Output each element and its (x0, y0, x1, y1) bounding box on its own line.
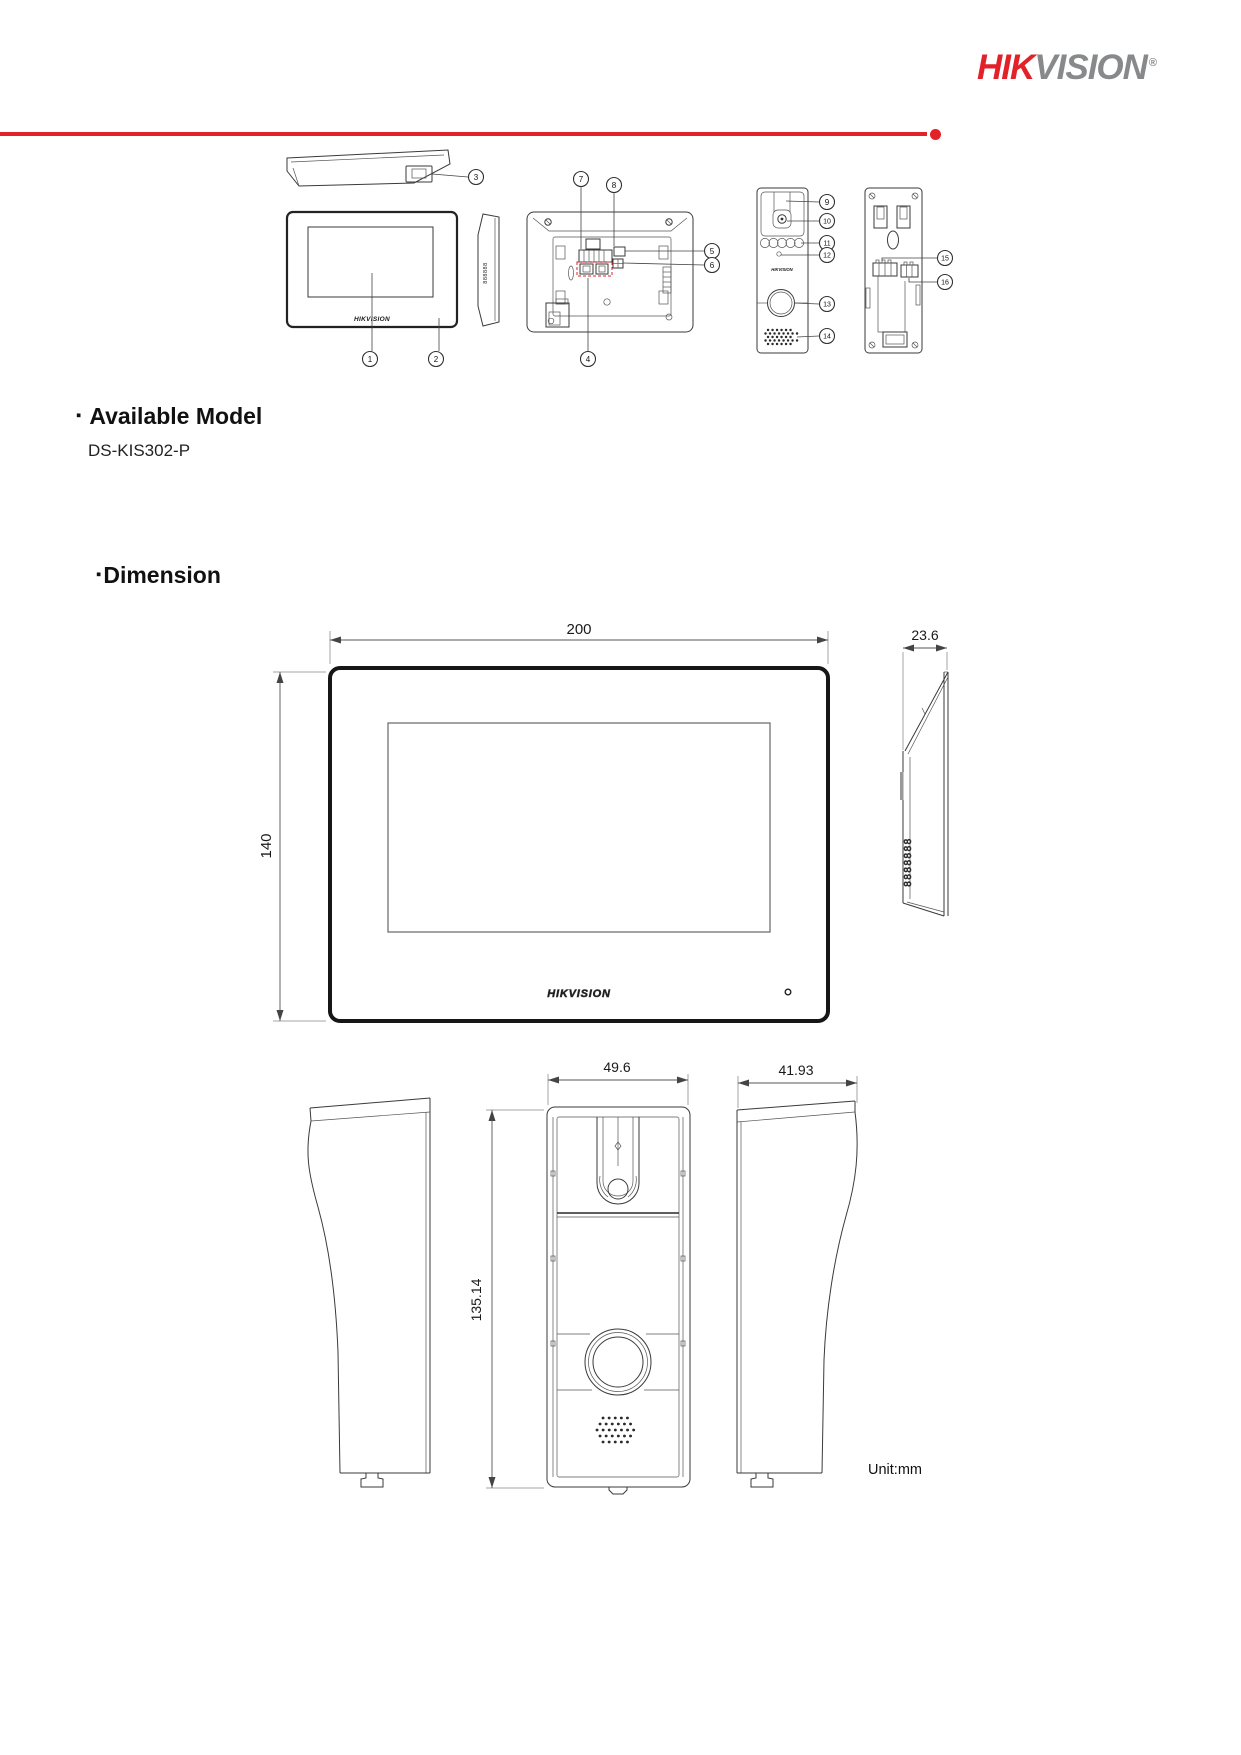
callout-13: 13 (823, 301, 831, 309)
indoor-station-dimension-drawing (240, 600, 960, 1035)
available-model-heading (76, 403, 262, 430)
side-slot (900, 772, 904, 800)
speaker-grille (597, 1418, 639, 1442)
light-sensor (777, 252, 781, 256)
callout-16: 16 (941, 279, 949, 287)
header-rule (0, 132, 927, 136)
indoor-station-rear-view (527, 187, 704, 351)
screen-logo: HIKVISION (354, 316, 390, 323)
door-station-rear-view (865, 188, 937, 353)
callout-8: 8 (611, 180, 617, 190)
logo-vision: VISION (1034, 48, 1147, 87)
callout-10: 10 (823, 218, 831, 226)
callout-9: 9 (824, 197, 830, 207)
model-number: DS-KIS302-P (88, 441, 191, 460)
hikvision-logo (977, 48, 1157, 88)
rear-connectors (577, 239, 625, 276)
dim-height-label: 140 (258, 833, 275, 859)
coil-detail (663, 267, 671, 293)
dimension-heading (96, 562, 221, 589)
callout-11: 11 (823, 240, 831, 248)
call-button (768, 290, 795, 317)
callout-6: 6 (709, 260, 715, 270)
available-model-title: Available Model (89, 403, 263, 429)
door-front-dim-view (547, 1107, 690, 1494)
rear-terminals (873, 260, 918, 277)
dim-door-width-label: 49.6 (603, 1059, 631, 1075)
callout-15: 15 (941, 255, 949, 263)
mount-foot (751, 1473, 773, 1487)
door-logo: HIKVISION (771, 267, 793, 272)
callout-2: 2 (433, 354, 439, 364)
dim-door-height-label: 135.14 (468, 1278, 484, 1322)
door-right-profile-view (737, 1101, 857, 1487)
mount-foot (609, 1487, 627, 1494)
unit-label: Unit:mm (868, 1462, 922, 1478)
callout-12: 12 (823, 252, 831, 260)
callout-7: 7 (578, 174, 584, 184)
dim-depth-label: 23.6 (911, 627, 939, 643)
ir-grille (760, 238, 803, 247)
door-station-front-view (757, 188, 819, 353)
indoor-side-dim-view (900, 627, 948, 916)
door-station-dimension-drawing (290, 1050, 960, 1500)
bullet-icon: ▪ (76, 407, 82, 424)
callout-14: 14 (823, 333, 831, 341)
side-terminal-label: 888888 (483, 262, 489, 284)
indoor-station-side-view (478, 214, 499, 326)
terminal-block-label: 8888888 (903, 837, 914, 887)
dim-door-side-label: 41.93 (778, 1062, 814, 1078)
overview-diagram (230, 140, 960, 370)
callout-3: 3 (473, 172, 479, 182)
callout-1: 1 (367, 354, 373, 364)
dimension-title: Dimension (103, 562, 221, 588)
logo-hik: HIK (977, 48, 1035, 87)
indoor-station-front-view (287, 212, 457, 351)
call-button (557, 1329, 679, 1395)
mounting-slots (874, 206, 910, 228)
speaker-grille (766, 330, 799, 344)
screen-logo: HIKVISION (547, 988, 611, 1000)
indoor-station-top-view (287, 150, 468, 186)
registered-mark: ® (1148, 57, 1158, 70)
mount-foot (361, 1473, 383, 1487)
callout-5: 5 (709, 246, 715, 256)
header-rule-dot (930, 129, 941, 140)
rear-cable-box (546, 299, 569, 327)
door-left-profile-view (308, 1098, 430, 1487)
indoor-front-dim-view (330, 668, 828, 1021)
bullet-icon: ▪ (96, 566, 102, 583)
dim-width-label: 200 (566, 621, 592, 638)
callout-4: 4 (585, 354, 591, 364)
